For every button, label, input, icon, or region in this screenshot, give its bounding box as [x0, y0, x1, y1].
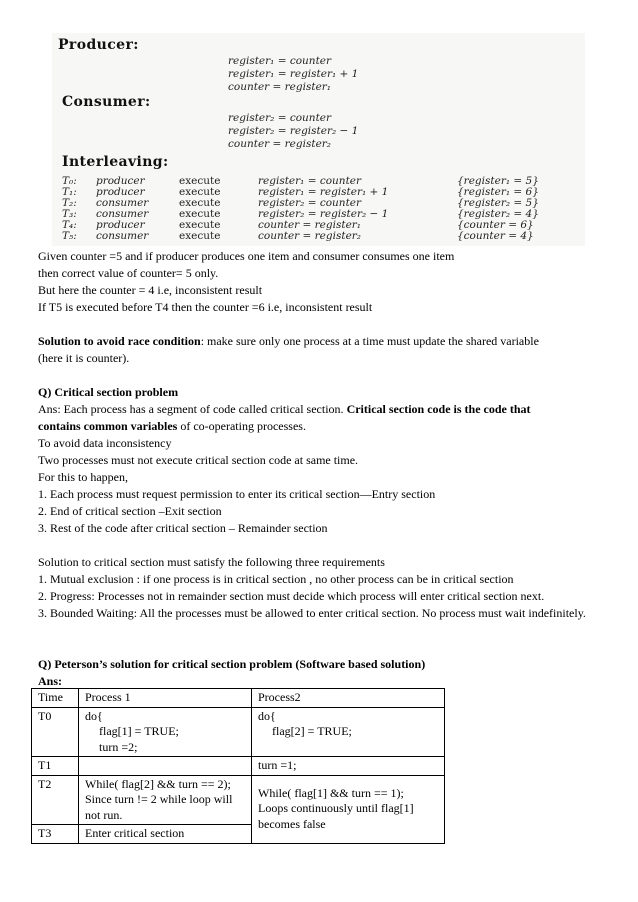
row-actor: consumer	[96, 197, 149, 209]
process-1-cell	[79, 757, 252, 776]
critical-line: 1. Each process must request permission to enter its critical section—Entry section	[38, 487, 436, 501]
para-line: If T5 is executed before T4 then the counter =6 i.e, inconsistent result	[38, 300, 373, 314]
producer-line-2: register₁ = register₁ + 1	[228, 68, 359, 80]
header-process-2: Process2	[252, 689, 445, 708]
row-statement: counter = register₂	[258, 230, 362, 242]
critical-text: of co-operating processes.	[177, 419, 306, 433]
row-op: execute	[179, 230, 221, 242]
critical-heading: Q) Critical section problem	[38, 385, 179, 399]
producer-line-3: counter = register₁	[228, 81, 332, 93]
code-line: do{	[258, 708, 276, 723]
critical-ans-text: Ans: Each process has a segment of code called critical section.	[38, 402, 347, 416]
row-statement: register₁ = register₁ + 1	[258, 186, 389, 198]
solution-text: : make sure only one process at a time must update the shared variable	[200, 334, 539, 348]
row-state: {register₁ = 5}	[457, 175, 539, 187]
time-cell: T3	[32, 825, 79, 844]
row-time: T₄:	[62, 219, 77, 231]
table-header-row	[32, 689, 445, 708]
code-line: turn =2;	[99, 739, 138, 754]
producer-consumer-figure	[52, 33, 585, 246]
peterson-heading: Q) Peterson’s solution for critical section problem (Software based solution)	[38, 657, 426, 671]
critical-line: Two processes must not execute critical section code at same time.	[38, 453, 359, 467]
row-statement: register₁ = counter	[258, 175, 362, 187]
requirement-3: 3. Bounded Waiting: All the processes must be allowed to enter critical section. No process must wait indefinitely.	[38, 606, 586, 620]
time-cell: T1	[32, 757, 79, 776]
row-state: {register₂ = 5}	[457, 197, 539, 209]
code-line: do{	[85, 708, 103, 723]
producer-line-1: register₁ = counter	[228, 55, 332, 67]
row-actor: producer	[96, 186, 145, 198]
critical-ans	[38, 401, 531, 417]
code-line: Loops continuously until flag[1] becomes false	[258, 801, 414, 831]
critical-line	[38, 418, 306, 434]
row-op: execute	[179, 197, 221, 209]
consumer-heading: Consumer:	[62, 94, 151, 110]
process-2-cell	[252, 775, 445, 843]
code-line: While( flag[1] && turn == 1);	[258, 785, 404, 800]
consumer-line-2: register₂ = register₂ − 1	[228, 125, 359, 137]
row-state: {register₂ = 4}	[457, 208, 539, 220]
row-state: {counter = 4}	[457, 230, 534, 242]
time-cell: T0	[32, 707, 79, 757]
row-time: T₅:	[62, 230, 77, 242]
header-process-1: Process 1	[79, 689, 252, 708]
critical-line: 2. End of critical section –Exit section	[38, 504, 222, 518]
peterson-ans: Ans:	[38, 674, 63, 688]
row-statement: register₂ = register₂ − 1	[258, 208, 389, 220]
process-1-cell	[79, 775, 252, 825]
row-time: T₂:	[62, 197, 77, 209]
row-time: T₀:	[62, 175, 77, 187]
process-1-cell: Enter critical section	[79, 825, 252, 844]
row-time: T₁:	[62, 186, 77, 198]
row-op: execute	[179, 175, 221, 187]
critical-line: 3. Rest of the code after critical section – Remainder section	[38, 521, 328, 535]
table-row	[32, 775, 445, 825]
row-op: execute	[179, 208, 221, 220]
row-op: execute	[179, 186, 221, 198]
interleaving-heading: Interleaving:	[62, 154, 169, 170]
requirement-2: 2. Progress: Processes not in remainder section must decide which process will enter critical section next.	[38, 589, 545, 603]
peterson-table	[31, 688, 445, 844]
table-row	[32, 757, 445, 776]
row-statement: counter = register₁	[258, 219, 362, 231]
para-line: Given counter =5 and if producer produces one item and consumer consumes one item	[38, 249, 455, 263]
code-line: flag[1] = TRUE;	[99, 724, 179, 738]
table-row	[32, 707, 445, 757]
solution-bold: Solution to avoid race condition	[38, 334, 201, 348]
row-state: {register₁ = 6}	[457, 186, 539, 198]
para-line: then correct value of counter= 5 only.	[38, 266, 219, 280]
solution-line	[38, 333, 539, 349]
requirements-intro: Solution to critical section must satisfy the following three requirements	[38, 555, 385, 569]
critical-ans-bold: Critical section code is the code that	[346, 402, 531, 416]
row-statement: register₂ = counter	[258, 197, 362, 209]
producer-heading: Producer:	[58, 37, 139, 53]
code-line: While( flag[2] && turn == 2);	[85, 776, 231, 791]
requirement-1: 1. Mutual exclusion : if one process is in critical section , no other process can be in critical section	[38, 572, 514, 586]
critical-line: To avoid data inconsistency	[38, 436, 172, 450]
critical-bold: contains common variables	[38, 419, 178, 433]
process-2-cell	[252, 707, 445, 757]
row-time: T₃:	[62, 208, 77, 220]
row-actor: producer	[96, 175, 145, 187]
solution-line-2: (here it is counter).	[38, 351, 130, 365]
row-actor: consumer	[96, 208, 149, 220]
row-actor: producer	[96, 219, 145, 231]
time-cell: T2	[32, 775, 79, 825]
consumer-line-3: counter = register₂	[228, 138, 332, 150]
row-op: execute	[179, 219, 221, 231]
consumer-line-1: register₂ = counter	[228, 112, 332, 124]
row-actor: consumer	[96, 230, 149, 242]
process-1-cell	[79, 707, 252, 757]
header-time: Time	[32, 689, 79, 708]
row-state: {counter = 6}	[457, 219, 534, 231]
process-2-cell: turn =1;	[252, 757, 445, 776]
code-line: flag[2] = TRUE;	[272, 724, 352, 738]
para-line: But here the counter = 4 i.e, inconsistent result	[38, 283, 263, 297]
critical-line: For this to happen,	[38, 470, 128, 484]
code-line: Since turn != 2 while loop will not run.	[85, 792, 233, 822]
